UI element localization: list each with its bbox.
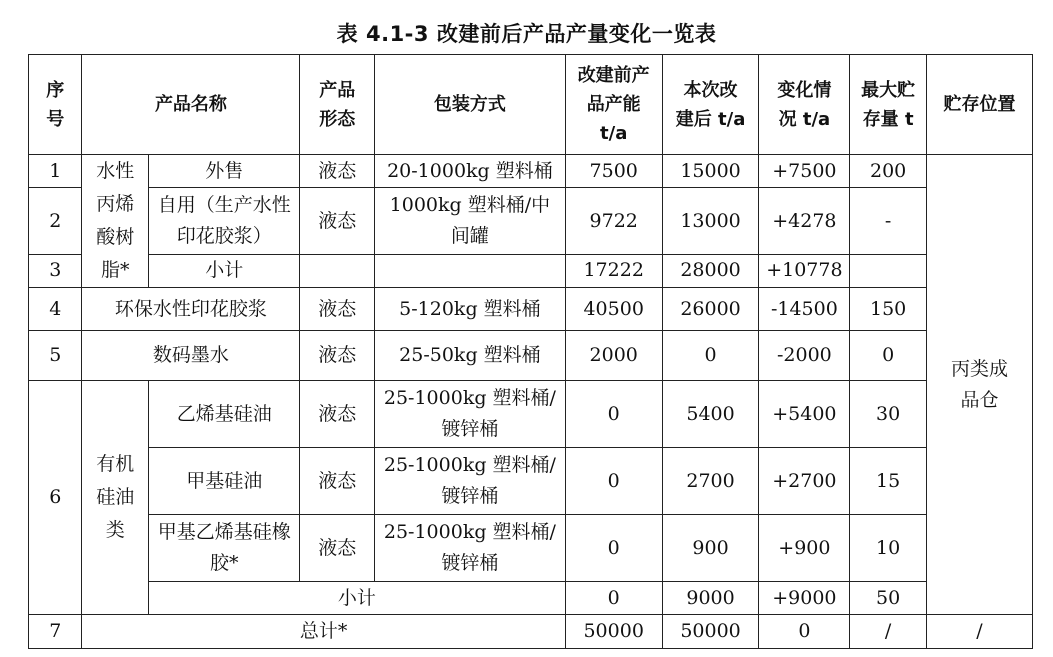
header-max-storage: 最大贮存量 t <box>850 55 927 155</box>
cell-after: 5400 <box>662 381 759 448</box>
cell-form: 液态 <box>300 331 375 381</box>
cell-before: 7500 <box>565 155 662 188</box>
group-name-silicone: 有机硅油类 <box>82 381 149 615</box>
production-table <box>28 54 1033 649</box>
cell-seq: 1 <box>29 155 82 188</box>
table-row <box>29 188 1033 255</box>
cell-change: +2700 <box>759 448 850 515</box>
cell-form: 液态 <box>300 381 375 448</box>
cell-after: 13000 <box>662 188 759 255</box>
cell-seq: 5 <box>29 331 82 381</box>
cell-name: 数码墨水 <box>82 331 300 381</box>
cell-after: 26000 <box>662 288 759 331</box>
cell-form: 液态 <box>300 515 375 582</box>
cell-storage: / <box>926 615 1032 649</box>
cell-pack: 25-1000kg 塑料桶/镀锌桶 <box>375 515 566 582</box>
header-seq: 序号 <box>29 55 82 155</box>
cell-before: 0 <box>565 381 662 448</box>
cell-name: 甲基硅油 <box>149 448 300 515</box>
cell-change: -2000 <box>759 331 850 381</box>
cell-max: 30 <box>850 381 927 448</box>
table-row <box>29 288 1033 331</box>
cell-before: 17222 <box>565 254 662 287</box>
cell-name: 乙烯基硅油 <box>149 381 300 448</box>
table-row <box>29 155 1033 188</box>
header-row <box>29 55 1033 155</box>
cell-max: 150 <box>850 288 927 331</box>
cell-after: 50000 <box>662 615 759 649</box>
cell-name: 小计 <box>149 254 300 287</box>
cell-pack: 20-1000kg 塑料桶 <box>375 155 566 188</box>
cell-change: +7500 <box>759 155 850 188</box>
cell-max: / <box>850 615 927 649</box>
cell-change: -14500 <box>759 288 850 331</box>
header-product-name: 产品名称 <box>82 55 300 155</box>
cell-max: - <box>850 188 927 255</box>
cell-pack: 25-50kg 塑料桶 <box>375 331 566 381</box>
cell-max: 200 <box>850 155 927 188</box>
table-row <box>29 254 1033 287</box>
cell-before: 9722 <box>565 188 662 255</box>
header-after: 本次改建后 t/a <box>662 55 759 155</box>
cell-name: 自用（生产水性印花胶浆） <box>149 188 300 255</box>
cell-form: 液态 <box>300 155 375 188</box>
cell-pack: 1000kg 塑料桶/中间罐 <box>375 188 566 255</box>
cell-seq: 4 <box>29 288 82 331</box>
cell-max <box>850 254 927 287</box>
cell-change: +10778 <box>759 254 850 287</box>
cell-before: 2000 <box>565 331 662 381</box>
table-row <box>29 615 1033 649</box>
cell-before: 0 <box>565 515 662 582</box>
cell-before: 50000 <box>565 615 662 649</box>
cell-change: 0 <box>759 615 850 649</box>
header-change: 变化情况 t/a <box>759 55 850 155</box>
cell-pack: 25-1000kg 塑料桶/镀锌桶 <box>375 448 566 515</box>
cell-name: 外售 <box>149 155 300 188</box>
cell-pack: 25-1000kg 塑料桶/镀锌桶 <box>375 381 566 448</box>
cell-after: 900 <box>662 515 759 582</box>
cell-seq: 7 <box>29 615 82 649</box>
cell-max: 50 <box>850 582 927 615</box>
cell-change: +900 <box>759 515 850 582</box>
table-row <box>29 582 1033 615</box>
header-before: 改建前产品产能 t/a <box>565 55 662 155</box>
cell-pack: 5-120kg 塑料桶 <box>375 288 566 331</box>
cell-name: 环保水性印花胶浆 <box>82 288 300 331</box>
cell-before: 0 <box>565 582 662 615</box>
cell-after: 15000 <box>662 155 759 188</box>
cell-name: 小计 <box>149 582 566 615</box>
cell-form: 液态 <box>300 188 375 255</box>
cell-after: 9000 <box>662 582 759 615</box>
cell-name: 总计* <box>82 615 565 649</box>
cell-change: +4278 <box>759 188 850 255</box>
cell-max: 0 <box>850 331 927 381</box>
cell-change: +5400 <box>759 381 850 448</box>
cell-after: 2700 <box>662 448 759 515</box>
storage-location: 丙类成品仓 <box>926 155 1032 615</box>
table-row <box>29 515 1033 582</box>
cell-name: 甲基乙烯基硅橡胶* <box>149 515 300 582</box>
cell-before: 0 <box>565 448 662 515</box>
cell-change: +9000 <box>759 582 850 615</box>
group-name-resin: 水性丙烯酸树脂* <box>82 155 149 288</box>
cell-form: 液态 <box>300 288 375 331</box>
header-form: 产品形态 <box>300 55 375 155</box>
cell-seq: 6 <box>29 381 82 615</box>
cell-pack <box>375 254 566 287</box>
cell-form: 液态 <box>300 448 375 515</box>
cell-form <box>300 254 375 287</box>
cell-after: 28000 <box>662 254 759 287</box>
table-caption: 表 4.1-3 改建前后产品产量变化一览表 <box>336 22 717 46</box>
cell-seq: 3 <box>29 254 82 287</box>
table-row <box>29 331 1033 381</box>
table-row <box>29 381 1033 448</box>
cell-max: 15 <box>850 448 927 515</box>
cell-seq: 2 <box>29 188 82 255</box>
header-storage-location: 贮存位置 <box>926 55 1032 155</box>
table-row <box>29 448 1033 515</box>
cell-max: 10 <box>850 515 927 582</box>
cell-after: 0 <box>662 331 759 381</box>
header-packaging: 包装方式 <box>375 55 566 155</box>
cell-before: 40500 <box>565 288 662 331</box>
